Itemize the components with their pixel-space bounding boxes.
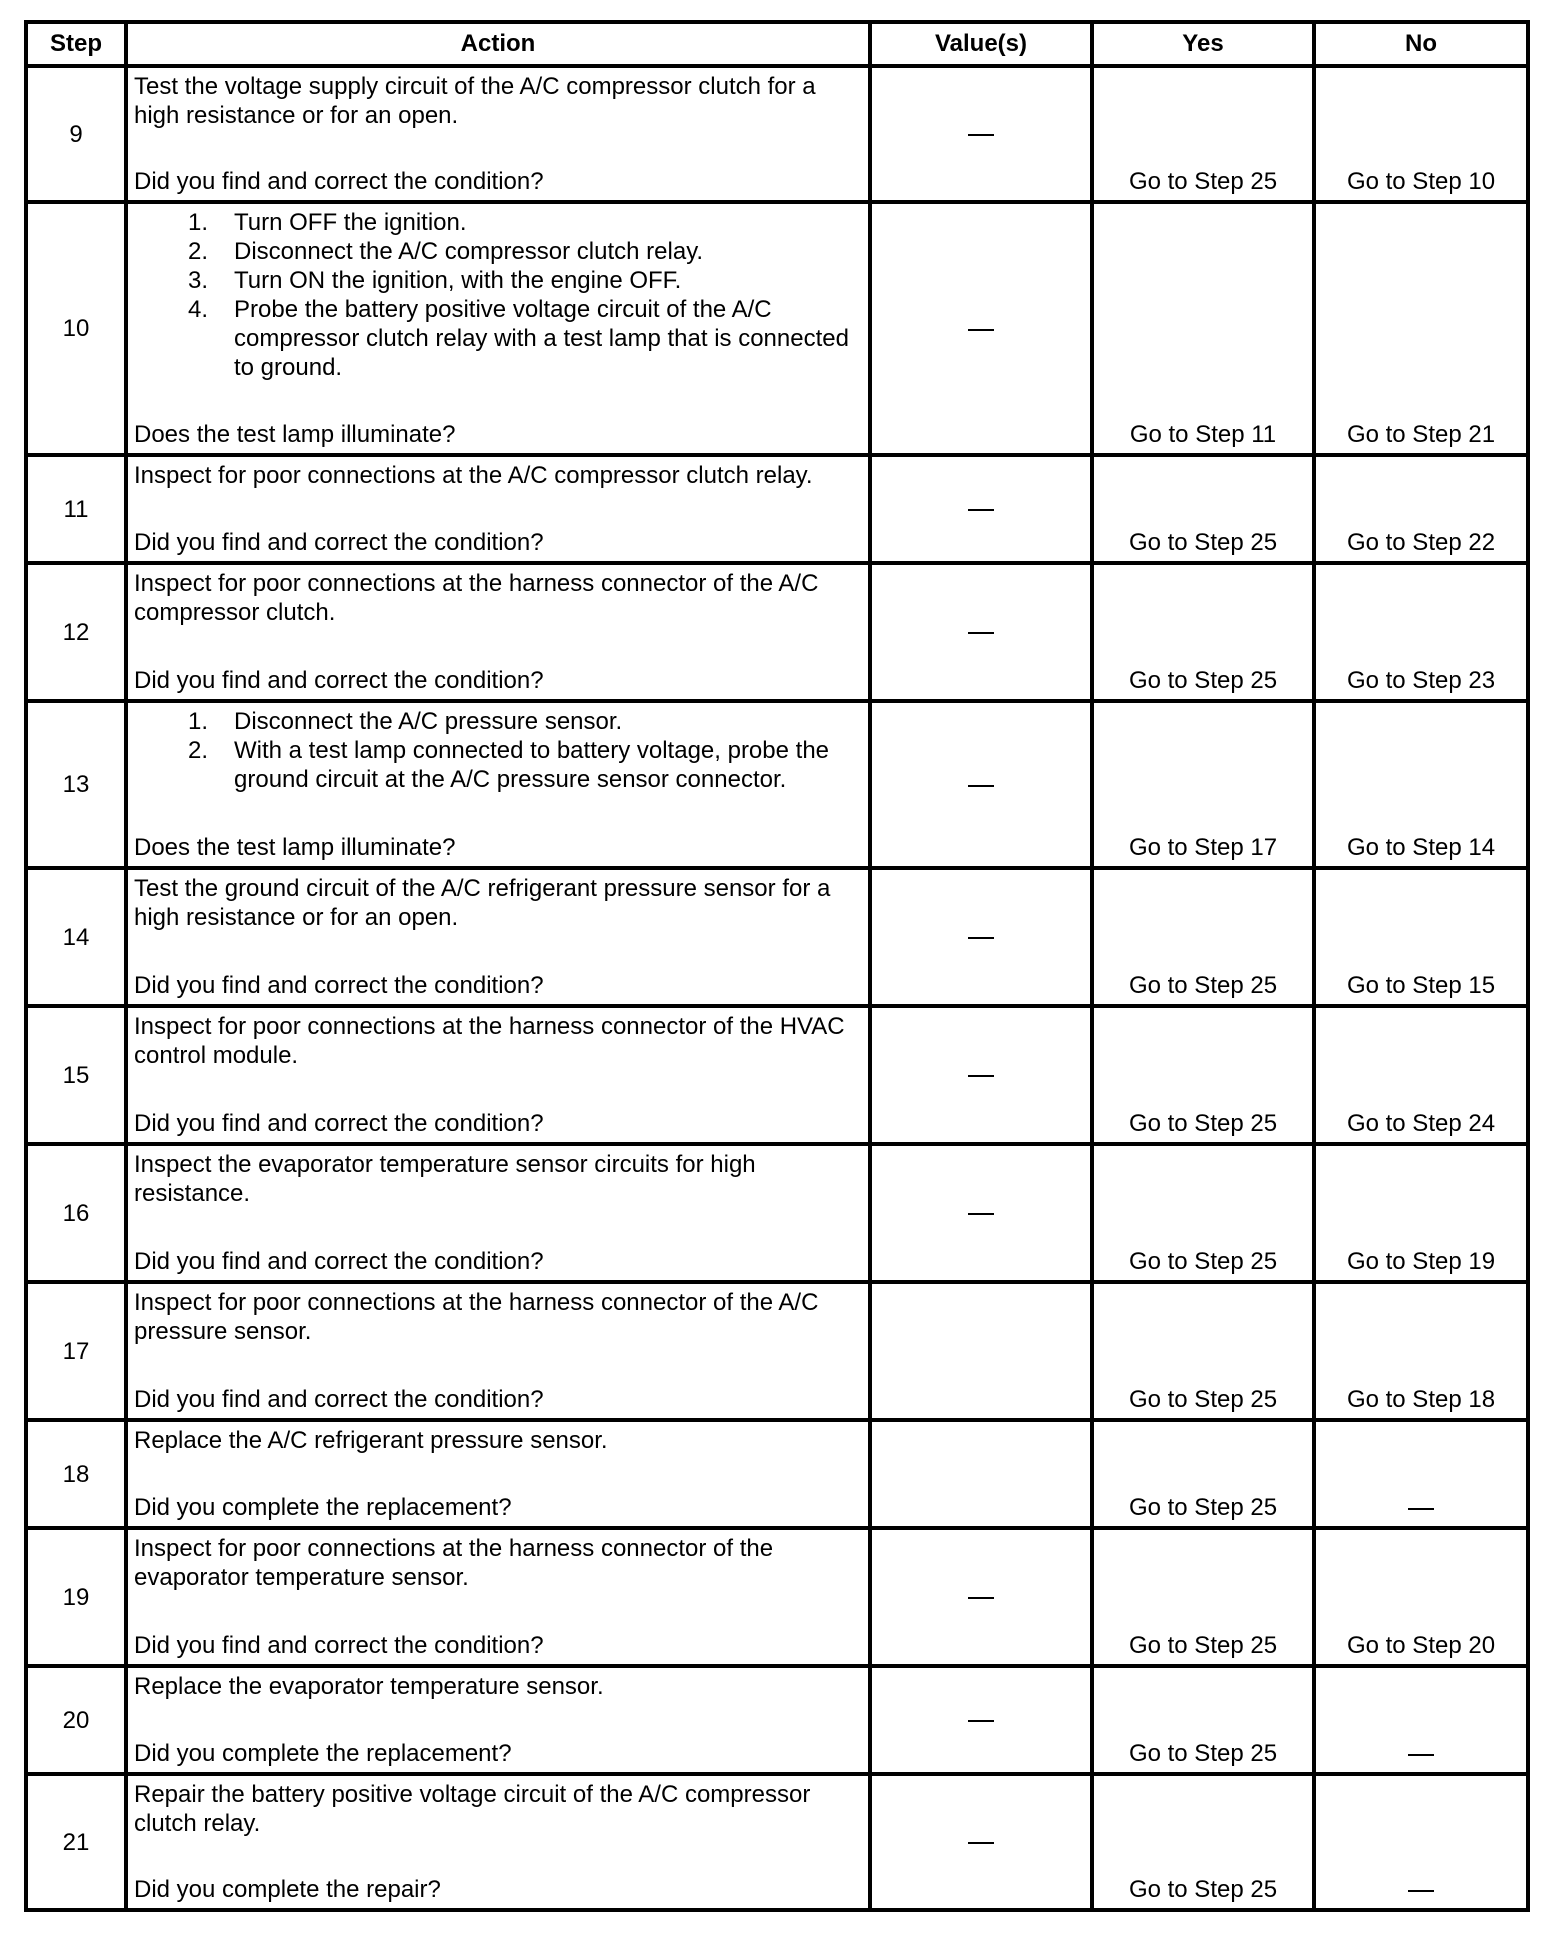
table-row [26, 1528, 1528, 1666]
step-number: 12 [26, 563, 126, 701]
action-cell [126, 1282, 870, 1420]
em-dash [968, 632, 994, 634]
action-step-number: 4. [187, 296, 208, 323]
action-text: Test the ground circuit of the A/C refrigerant pressure sensor for a high resistance or for an open. [134, 875, 831, 931]
action-cell [126, 701, 870, 868]
action-cell [126, 1528, 870, 1666]
action-instructions [134, 874, 862, 932]
action-text: Inspect for poor connections at the harness connector of the HVAC control module. [134, 1013, 845, 1069]
action-step-number: 1. [187, 209, 208, 236]
yes-cell: Go to Step 25 [1092, 455, 1314, 563]
table-row [26, 1006, 1528, 1144]
action-cell [126, 563, 870, 701]
action-content [128, 1008, 868, 1142]
action-instructions [134, 1672, 862, 1701]
step-number: 14 [26, 868, 126, 1006]
diagnostic-table-container [24, 20, 1526, 1912]
action-content [128, 1422, 868, 1526]
action-question: Did you complete the replacement? [134, 1494, 512, 1521]
action-cell [126, 1666, 870, 1774]
header-action: Action [126, 22, 870, 66]
action-question: Does the test lamp illuminate? [134, 834, 456, 861]
action-text: Inspect the evaporator temperature sensor circuits for high resistance. [134, 1151, 756, 1207]
action-step-number: 2. [187, 737, 208, 764]
action-instructions [134, 1426, 862, 1455]
action-instructions [134, 569, 862, 627]
table-row [26, 66, 1528, 202]
no-cell: Go to Step 20 [1314, 1528, 1528, 1666]
no-cell [1314, 1774, 1528, 1910]
table-row [26, 1420, 1528, 1528]
action-question: Did you complete the repair? [134, 1876, 441, 1903]
no-cell: Go to Step 18 [1314, 1282, 1528, 1420]
table-row [26, 701, 1528, 868]
action-text: Repair the battery positive voltage circuit of the A/C compressor clutch relay. [134, 1781, 811, 1837]
header-values: Value(s) [870, 22, 1092, 66]
em-dash [968, 1075, 994, 1077]
step-number: 10 [26, 202, 126, 455]
action-instructions [134, 1012, 862, 1070]
em-dash [968, 937, 994, 939]
action-cell [126, 1006, 870, 1144]
action-question: Did you find and correct the condition? [134, 1386, 544, 1413]
step-number: 17 [26, 1282, 126, 1420]
header-yes: Yes [1092, 22, 1314, 66]
step-number: 21 [26, 1774, 126, 1910]
table-row [26, 455, 1528, 563]
action-cell [126, 1420, 870, 1528]
step-number: 20 [26, 1666, 126, 1774]
no-cell [1314, 1666, 1528, 1774]
action-content [128, 1668, 868, 1772]
action-instructions [134, 1534, 862, 1592]
no-cell: Go to Step 15 [1314, 868, 1528, 1006]
em-dash [968, 1720, 994, 1722]
diagnostic-steps-table [24, 20, 1530, 1912]
yes-cell: Go to Step 25 [1092, 868, 1314, 1006]
value-cell [870, 1666, 1092, 1774]
action-content [128, 870, 868, 1004]
yes-cell: Go to Step 11 [1092, 202, 1314, 455]
action-cell [126, 66, 870, 202]
value-cell [870, 1774, 1092, 1910]
action-text: Replace the evaporator temperature sensor. [134, 1673, 604, 1700]
yes-cell: Go to Step 25 [1092, 1666, 1314, 1774]
action-step-number: 3. [187, 267, 208, 294]
no-cell: Go to Step 23 [1314, 563, 1528, 701]
action-question: Did you complete the replacement? [134, 1740, 512, 1767]
action-instructions [134, 707, 862, 794]
action-step-item [134, 707, 862, 736]
table-row [26, 1282, 1528, 1420]
action-question: Did you find and correct the condition? [134, 529, 544, 556]
yes-cell: Go to Step 25 [1092, 1774, 1314, 1910]
action-step-item [134, 295, 862, 382]
table-row [26, 1774, 1528, 1910]
em-dash [968, 1842, 994, 1844]
action-content [128, 565, 868, 699]
table-row [26, 202, 1528, 455]
action-step-number: 2. [187, 238, 208, 265]
em-dash [968, 329, 994, 331]
yes-cell: Go to Step 17 [1092, 701, 1314, 868]
step-number: 13 [26, 701, 126, 868]
no-cell: Go to Step 22 [1314, 455, 1528, 563]
step-number: 18 [26, 1420, 126, 1528]
action-instructions [134, 208, 862, 382]
action-text: Inspect for poor connections at the harness connector of the A/C pressure sensor. [134, 1289, 819, 1345]
action-step-list [134, 707, 862, 794]
action-text: Inspect for poor connections at the A/C compressor clutch relay. [134, 462, 813, 489]
step-number: 16 [26, 1144, 126, 1282]
yes-cell: Go to Step 25 [1092, 1528, 1314, 1666]
header-no: No [1314, 22, 1528, 66]
action-text: Inspect for poor connections at the harness connector of the A/C compressor clutch. [134, 570, 819, 626]
table-body [26, 66, 1528, 1910]
action-instructions [134, 1288, 862, 1346]
action-instructions [134, 461, 862, 490]
action-step-text: Probe the battery positive voltage circuit of the A/C compressor clutch relay with a test lamp that is connected to ground. [234, 296, 849, 381]
action-cell [126, 1144, 870, 1282]
yes-cell: Go to Step 25 [1092, 1144, 1314, 1282]
action-question: Did you find and correct the condition? [134, 1632, 544, 1659]
action-question: Did you find and correct the condition? [134, 972, 544, 999]
action-instructions [134, 1150, 862, 1208]
yes-cell: Go to Step 25 [1092, 1420, 1314, 1528]
action-text: Replace the A/C refrigerant pressure sensor. [134, 1427, 608, 1454]
value-cell [870, 1528, 1092, 1666]
header-step: Step [26, 22, 126, 66]
yes-cell: Go to Step 25 [1092, 563, 1314, 701]
action-content [128, 703, 868, 866]
action-cell [126, 202, 870, 455]
action-content [128, 68, 868, 200]
em-dash [968, 1213, 994, 1215]
action-content [128, 1776, 868, 1908]
step-number: 9 [26, 66, 126, 202]
step-number: 11 [26, 455, 126, 563]
action-instructions [134, 1780, 862, 1838]
action-step-text: Disconnect the A/C pressure sensor. [234, 708, 623, 735]
action-question: Did you find and correct the condition? [134, 1110, 544, 1137]
action-content [128, 1284, 868, 1418]
value-cell [870, 1282, 1092, 1420]
em-dash [968, 509, 994, 511]
action-step-text: Turn ON the ignition, with the engine OFF. [234, 267, 682, 294]
value-cell [870, 455, 1092, 563]
value-cell [870, 1006, 1092, 1144]
em-dash [1408, 1890, 1434, 1892]
action-step-item [134, 237, 862, 266]
no-cell: Go to Step 21 [1314, 202, 1528, 455]
table-row [26, 868, 1528, 1006]
action-content [128, 1530, 868, 1664]
no-cell: Go to Step 24 [1314, 1006, 1528, 1144]
table-row [26, 563, 1528, 701]
action-question: Did you find and correct the condition? [134, 1248, 544, 1275]
em-dash [968, 1597, 994, 1599]
action-step-text: Turn OFF the ignition. [234, 209, 467, 236]
value-cell [870, 701, 1092, 868]
action-cell [126, 455, 870, 563]
no-cell [1314, 1420, 1528, 1528]
action-step-number: 1. [187, 708, 208, 735]
action-step-item [134, 266, 862, 295]
action-step-list [134, 208, 862, 382]
em-dash [968, 134, 994, 136]
table-row [26, 1144, 1528, 1282]
step-number: 15 [26, 1006, 126, 1144]
action-step-item [134, 736, 862, 794]
yes-cell: Go to Step 25 [1092, 1006, 1314, 1144]
action-question: Does the test lamp illuminate? [134, 421, 456, 448]
action-text: Test the voltage supply circuit of the A/C compressor clutch for a high resistance or for an open. [134, 73, 816, 129]
value-cell [870, 1420, 1092, 1528]
value-cell [870, 868, 1092, 1006]
table-header-row [26, 22, 1528, 66]
action-step-text: Disconnect the A/C compressor clutch relay. [234, 238, 704, 265]
em-dash [968, 785, 994, 787]
action-content [128, 204, 868, 453]
action-question: Did you find and correct the condition? [134, 667, 544, 694]
action-question: Did you find and correct the condition? [134, 168, 544, 195]
table-row [26, 1666, 1528, 1774]
no-cell: Go to Step 10 [1314, 66, 1528, 202]
value-cell [870, 563, 1092, 701]
value-cell [870, 1144, 1092, 1282]
yes-cell: Go to Step 25 [1092, 1282, 1314, 1420]
action-step-item [134, 208, 862, 237]
value-cell [870, 202, 1092, 455]
no-cell: Go to Step 14 [1314, 701, 1528, 868]
yes-cell: Go to Step 25 [1092, 66, 1314, 202]
action-content [128, 457, 868, 561]
action-content [128, 1146, 868, 1280]
action-step-text: With a test lamp connected to battery voltage, probe the ground circuit at the A/C pressure sensor connector. [234, 737, 830, 793]
em-dash [1408, 1508, 1434, 1510]
action-cell [126, 868, 870, 1006]
action-text: Inspect for poor connections at the harness connector of the evaporator temperature sensor. [134, 1535, 774, 1591]
action-cell [126, 1774, 870, 1910]
value-cell [870, 66, 1092, 202]
no-cell: Go to Step 19 [1314, 1144, 1528, 1282]
em-dash [1408, 1754, 1434, 1756]
step-number: 19 [26, 1528, 126, 1666]
action-instructions [134, 72, 862, 130]
